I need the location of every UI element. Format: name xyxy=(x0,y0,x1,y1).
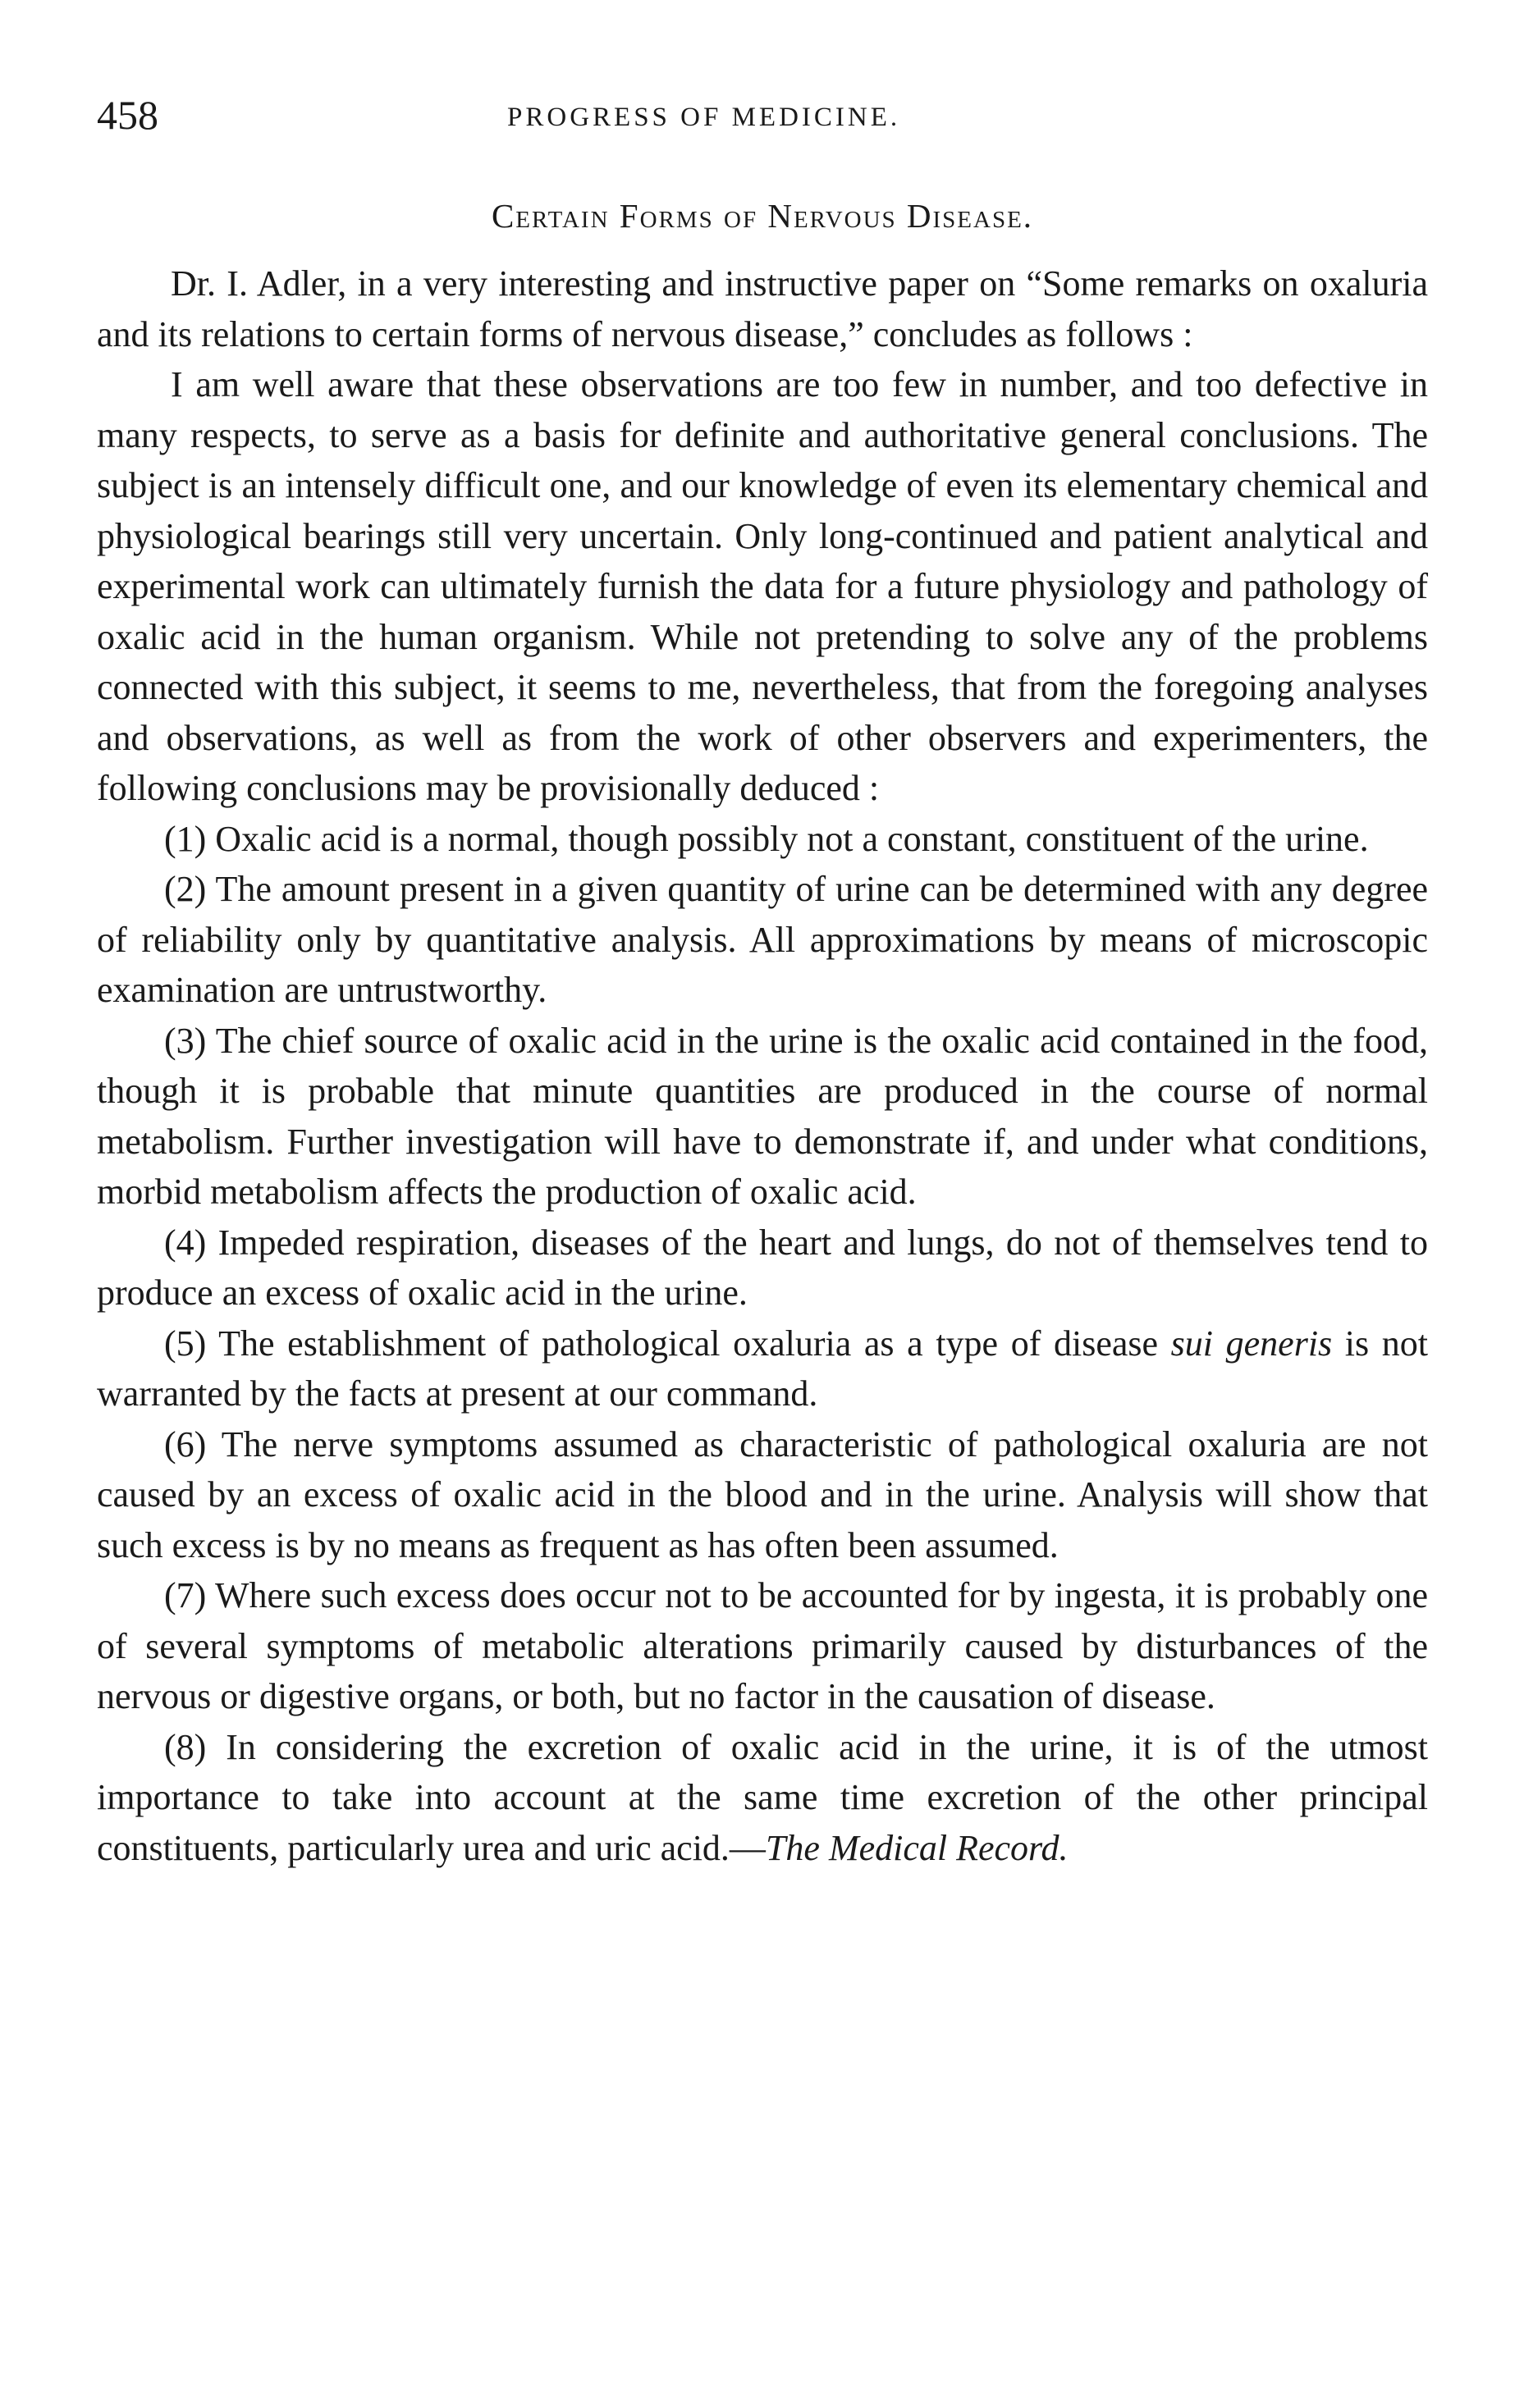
quote-paragraph: I am well aware that these observations are too few in number, and too defective in many respects, to serve as a basis for definite and authoritative general conclusions. The subject is an intensely difficult one, and our knowledge of even its elementary chemical and physiological bearings still very uncertain. Only long-continued and patient analytical and experimental work can ultimately furnish the data for a future physiology and pathology of oxalic acid in the human organism. While not pretending to solve any of the problems connected with this subject, it seems to me, nevertheless, that from the foregoing analyses and observations, as well as from the work of other observers and experimenters, the following conclusions may be provisionally deduced : xyxy=(97,364,1428,808)
conclusion-5-italic: sui generis xyxy=(1170,1323,1333,1364)
conclusion-4: (4) Impeded respiration, diseases of the heart and lungs, do not of themselves tend to produce an excess of oxalic acid in the urine. xyxy=(97,1222,1428,1313)
page-number: 458 xyxy=(97,92,158,138)
conclusion-1: (1) Oxalic acid is a normal, though possibly not a constant, constituent of the urine. xyxy=(164,818,1369,859)
intro-paragraph: Dr. I. Adler, in a very interesting and instructive paper on “Some remarks on oxaluria and its relations to certain forms of nervous disease,” concludes as follows : xyxy=(97,263,1428,354)
running-head xyxy=(97,86,1428,144)
conclusion-5-tail: is not warranted by the facts at present at our command. xyxy=(97,1323,1428,1414)
citation-source: The Medical Record. xyxy=(765,1827,1069,1868)
conclusion-8 xyxy=(97,1722,1428,1874)
conclusion-2: (2) The amount present in a given quantity of urine can be determined with any degree of reliability only by quantitative analysis. All approximations by means of microscopic examination are untrustworthy. xyxy=(97,869,1428,1010)
conclusion-5 xyxy=(97,1318,1428,1419)
running-title: PROGRESS OF MEDICINE. xyxy=(507,103,901,132)
conclusion-7: (7) Where such excess does occur not to be accounted for by ingesta, it is probably one of several symptoms of metabolic alterations primarily caused by disturbances of the nervous or digestive organs, or both, but no factor in the causation of disease. xyxy=(97,1575,1428,1716)
conclusion-6: (6) The nerve symptoms assumed as characteristic of pathological oxaluria are not caused by an excess of oxalic acid in the blood and in the urine. Analysis will show that such excess is by no means as frequent as has often been assumed. xyxy=(97,1423,1428,1565)
conclusion-8-text: (8) In considering the excretion of oxalic acid in the urine, it is of the utmost importance to take into account at the same time excretion of the other principal constituents, particularly urea and uric acid.— xyxy=(97,1726,1428,1868)
section-heading: Certain Forms of Nervous Disease. xyxy=(491,197,1034,235)
conclusion-3: (3) The chief source of oxalic acid in the urine is the oxalic acid contained in the food, though it is probable that minute quantities are produced in the course of normal metabolism. Further investigation will have to demonstrate if, and under what conditions, morbid metabolism affects the production of oxalic acid. xyxy=(97,1020,1428,1212)
conclusion-5-lead: (5) The establishment of pathological oxaluria as a type of disease xyxy=(164,1323,1159,1364)
article-body xyxy=(97,258,1428,1873)
page xyxy=(97,0,1428,2408)
